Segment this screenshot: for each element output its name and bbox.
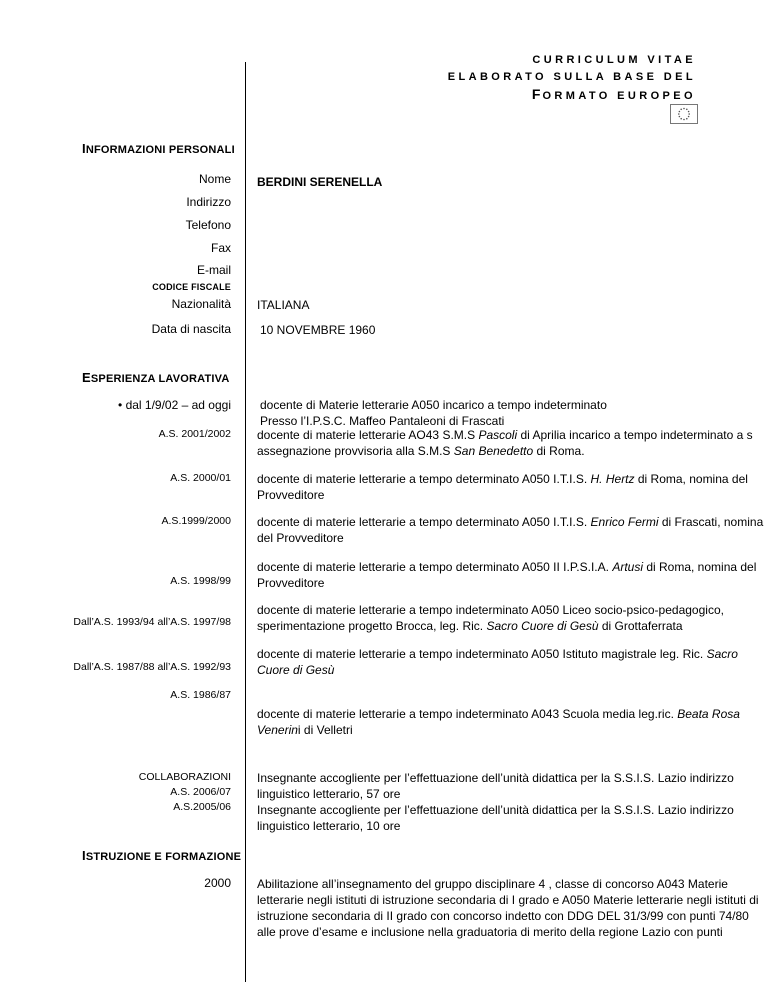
education-description: Abilitazione all’insegnamento del gruppo disciplinare 4 , classe di concorso A043 Materie letterarie negli istituti di istruzione secondaria di I grado e A050 Materie letterarie negli istituti di istruzione secondaria di II grado con concorso indetto con DDG DEL 31/3/99 con punti 74/80 alle prove d’esame e inclusione nella graduatoria di merito della regione Lazio con punti bbox=[257, 877, 759, 939]
section-personal-info: INFORMAZIONI PERSONALI bbox=[82, 141, 235, 156]
header-line-1: CURRICULUM VITAE bbox=[532, 54, 696, 66]
section-education: ISTRUZIONE E FORMAZIONE bbox=[82, 848, 242, 863]
label-email: E-mail bbox=[196, 263, 231, 277]
section-experience: ESPERIENZA LAVORATIVA bbox=[82, 370, 230, 385]
experience-description: docente di materie letterarie a tempo determinato A050 I.T.I.S. H. Hertz di Roma, nomina del Provveditore bbox=[257, 472, 748, 502]
collaborations-description: Insegnante accogliente per l’effettuazione dell’unità didattica per la S.S.I.S. Lazio indirizzo linguistico letterario, 57 ore Insegnante accogliente per l’effettuazione dell’unità didattica per la S.S.I.S. Lazio indirizzo linguistico letterario, 10 ore bbox=[257, 771, 734, 833]
experience-description: docente di materie letterarie a tempo indeterminato A050 Istituto magistrale leg. Ric. Sacro Cuore di Gesù bbox=[257, 647, 738, 677]
experience-label: Dall’A.S. 1993/94 all’A.S. 1997/98 bbox=[73, 616, 231, 628]
label-telefono: Telefono bbox=[185, 218, 231, 232]
experience-label: Dall’A.S. 1987/88 all’A.S. 1992/93 bbox=[73, 661, 231, 673]
collaborations-labels: COLLABORAZIONI A.S. 2006/07 A.S.2005/06 bbox=[138, 771, 231, 813]
label-codice-fiscale: CODICE FISCALE bbox=[152, 282, 231, 292]
cv-header bbox=[448, 52, 696, 105]
label-nome: Nome bbox=[198, 172, 231, 186]
education-label: 2000 bbox=[204, 876, 231, 890]
value-nazionalita: ITALIANA bbox=[257, 298, 310, 312]
experience-label: A.S. 2000/01 bbox=[170, 472, 231, 484]
experience-label: A.S. 1986/87 bbox=[170, 689, 231, 701]
header-line-3: FORMATO EUROPEO bbox=[531, 86, 696, 102]
experience-label: A.S. 1998/99 bbox=[170, 575, 231, 587]
header-line-2: ELABORATO SULLA BASE DEL bbox=[447, 71, 696, 83]
label-nazionalita: Nazionalità bbox=[171, 297, 231, 311]
experience-description: docente di materie letterarie a tempo indeterminato A043 Scuola media leg.ric. Beata Rosa Venerini di Velletri bbox=[257, 707, 740, 737]
experience-description: docente di materie letterarie AO43 S.M.S Pascoli di Aprilia incarico a tempo indeterminato a s assegnazione provvisoria alla S.M.S San Benedetto di Roma. bbox=[257, 428, 753, 458]
label-data-nascita: Data di nascita bbox=[151, 322, 231, 336]
label-fax: Fax bbox=[210, 241, 231, 255]
experience-label: A.S. 2001/2002 bbox=[158, 428, 231, 440]
label-indirizzo: Indirizzo bbox=[186, 195, 231, 209]
experience-description: docente di materie letterarie a tempo indeterminato A050 Liceo socio-psico-pedagogico, sperimentazione progetto Brocca, leg. Ric. Sacro Cuore di Gesù di Grottaferrata bbox=[257, 603, 724, 633]
value-data-nascita: 10 NOVEMBRE 1960 bbox=[260, 323, 376, 337]
experience-description: docente di materie letterarie a tempo determinato A050 II I.P.S.I.A. Artusi di Roma, nomina del Provveditore bbox=[257, 560, 757, 590]
column-divider bbox=[245, 62, 246, 982]
value-nome: BERDINI SERENELLA bbox=[257, 175, 383, 189]
experience-description: docente di Materie letterarie A050 incarico a tempo indeterminato Presso l’I.P.S.C. Maffeo Pantaleoni di Frascati bbox=[260, 398, 607, 428]
eu-flag-icon bbox=[670, 104, 698, 124]
experience-label: A.S.1999/2000 bbox=[161, 515, 231, 527]
experience-label: • dal 1/9/02 – ad oggi bbox=[118, 398, 231, 412]
experience-description: docente di materie letterarie a tempo determinato A050 I.T.I.S. Enrico Fermi di Frascati, nomina del Provveditore bbox=[257, 515, 764, 545]
